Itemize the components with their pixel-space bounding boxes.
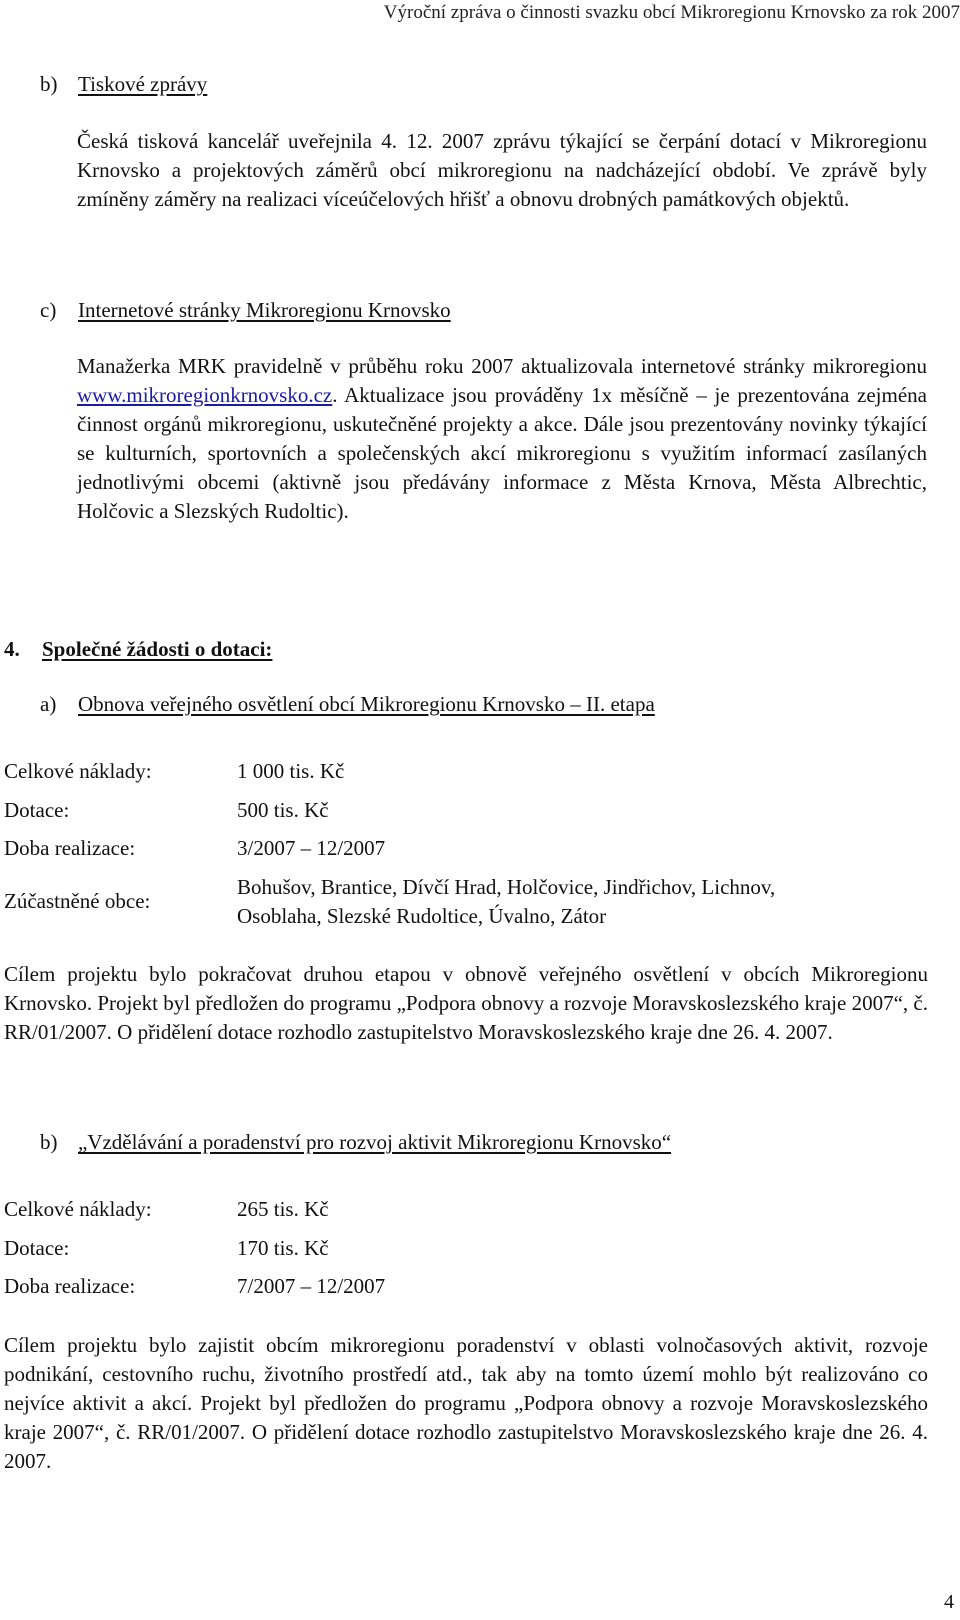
- project-a-paragraph: Cílem projektu bylo pokračovat druhou etapou v obnově veřejného osvětlení v obcích Mikroregionu Krnovsko. Projekt byl předložen do programu „Podpora obnovy a rozvoje Moravskoslezského kraje 2007“, č. RR/01/2007. O přidělení dotace rozhodlo zastupitelstvo Moravskoslezského kraje dne 26. 4. 2007.: [4, 962, 928, 1044]
- web-text-after-link: . Aktualizace jsou prováděny 1x měsíčně – je prezentována zejména činnost orgánů mikroregionu, uskutečněné projekty a akce. Dále jsou prezentovány novinky týkající se kulturních, sportovních a společenských akcí mikroregionu s využitím informací zasílaných jednotlivými obcemi (aktivně jsou předávány informace z Města Krnova, Města Albrechtic, Holčovic a Slezských Rudoltic).: [77, 383, 927, 523]
- section-number: 4.: [4, 637, 20, 661]
- project-b-grant-value: 170 tis. Kč: [237, 1236, 329, 1260]
- project-a-towns-line1: Bohušov, Brantice, Dívčí Hrad, Holčovice, Jindřichov, Lichnov,: [237, 875, 776, 899]
- project-b-heading: [40, 1130, 671, 1155]
- project-a-period-label: Doba realizace:: [4, 836, 136, 860]
- project-a-heading: [40, 692, 655, 717]
- page-number: 4: [944, 1591, 954, 1613]
- section-heading: [4, 637, 272, 662]
- web-paragraph: [77, 352, 927, 526]
- web-letter: c): [40, 298, 57, 322]
- web-text-before-link: Manažerka MRK pravidelně v průběhu roku 2007 aktualizovala internetové stránky mikroregionu: [77, 354, 927, 378]
- project-b-letter: b): [40, 1130, 58, 1154]
- project-a-grant-value: 500 tis. Kč: [237, 798, 329, 822]
- project-b-period-value: 7/2007 – 12/2007: [237, 1274, 386, 1298]
- press-paragraph: Česká tisková kancelář uveřejnila 4. 12. 2007 zprávu týkající se čerpání dotací v Mikroregionu Krnovsko a projektových záměrů obcí mikroregionu na nadcházející období. Ve zprávě byly zmíněny záměry na realizaci víceúčelových hřišť a obnovu drobných památkových objektů.: [77, 129, 927, 211]
- project-a-grant-label: Dotace:: [4, 798, 70, 822]
- web-heading: [40, 298, 451, 323]
- project-b-title: „Vzdělávání a poradenství pro rozvoj aktivit Mikroregionu Krnovsko“: [78, 1130, 672, 1154]
- website-link[interactable]: www.mikroregionkrnovsko.cz: [77, 383, 333, 407]
- web-title: Internetové stránky Mikroregionu Krnovsko: [78, 298, 451, 322]
- project-b-grant-label: Dotace:: [4, 1236, 70, 1260]
- running-header: Výroční zpráva o činnosti svazku obcí Mikroregionu Krnovsko za rok 2007: [383, 2, 960, 23]
- project-a-towns-line2: Osoblaha, Slezské Rudoltice, Úvalno, Zátor: [237, 904, 607, 928]
- project-a-towns-label: Zúčastněné obce:: [4, 889, 151, 913]
- project-b-paragraph: Cílem projektu bylo zajistit obcím mikroregionu poradenství v oblasti volnočasových aktivit, rozvoje podnikání, cestovního ruchu, životního prostředí atd., tak aby na tomto území mohlo být realizováno co nejvíce aktivit a akcí. Projekt byl předložen do programu „Podpora obnovy a rozvoje Moravskoslezského kraje 2007“, č. RR/01/2007. O přidělení dotace rozhodlo zastupitelstvo Moravskoslezského kraje dne 26. 4. 2007.: [4, 1333, 928, 1473]
- project-a-title: Obnova veřejného osvětlení obcí Mikroregionu Krnovsko – II. etapa: [78, 692, 655, 716]
- project-a-period-value: 3/2007 – 12/2007: [237, 836, 386, 860]
- press-title: Tiskové zprávy: [78, 72, 208, 96]
- section-title: Společné žádosti o dotaci:: [42, 637, 273, 661]
- project-a-costs-value: 1 000 tis. Kč: [237, 759, 345, 783]
- project-b-costs-label: Celkové náklady:: [4, 1197, 152, 1221]
- project-b-costs-value: 265 tis. Kč: [237, 1197, 329, 1221]
- press-letter: b): [40, 72, 58, 96]
- project-b-period-label: Doba realizace:: [4, 1274, 136, 1298]
- press-heading: [40, 72, 207, 97]
- project-a-costs-label: Celkové náklady:: [4, 759, 152, 783]
- project-a-letter: a): [40, 692, 57, 716]
